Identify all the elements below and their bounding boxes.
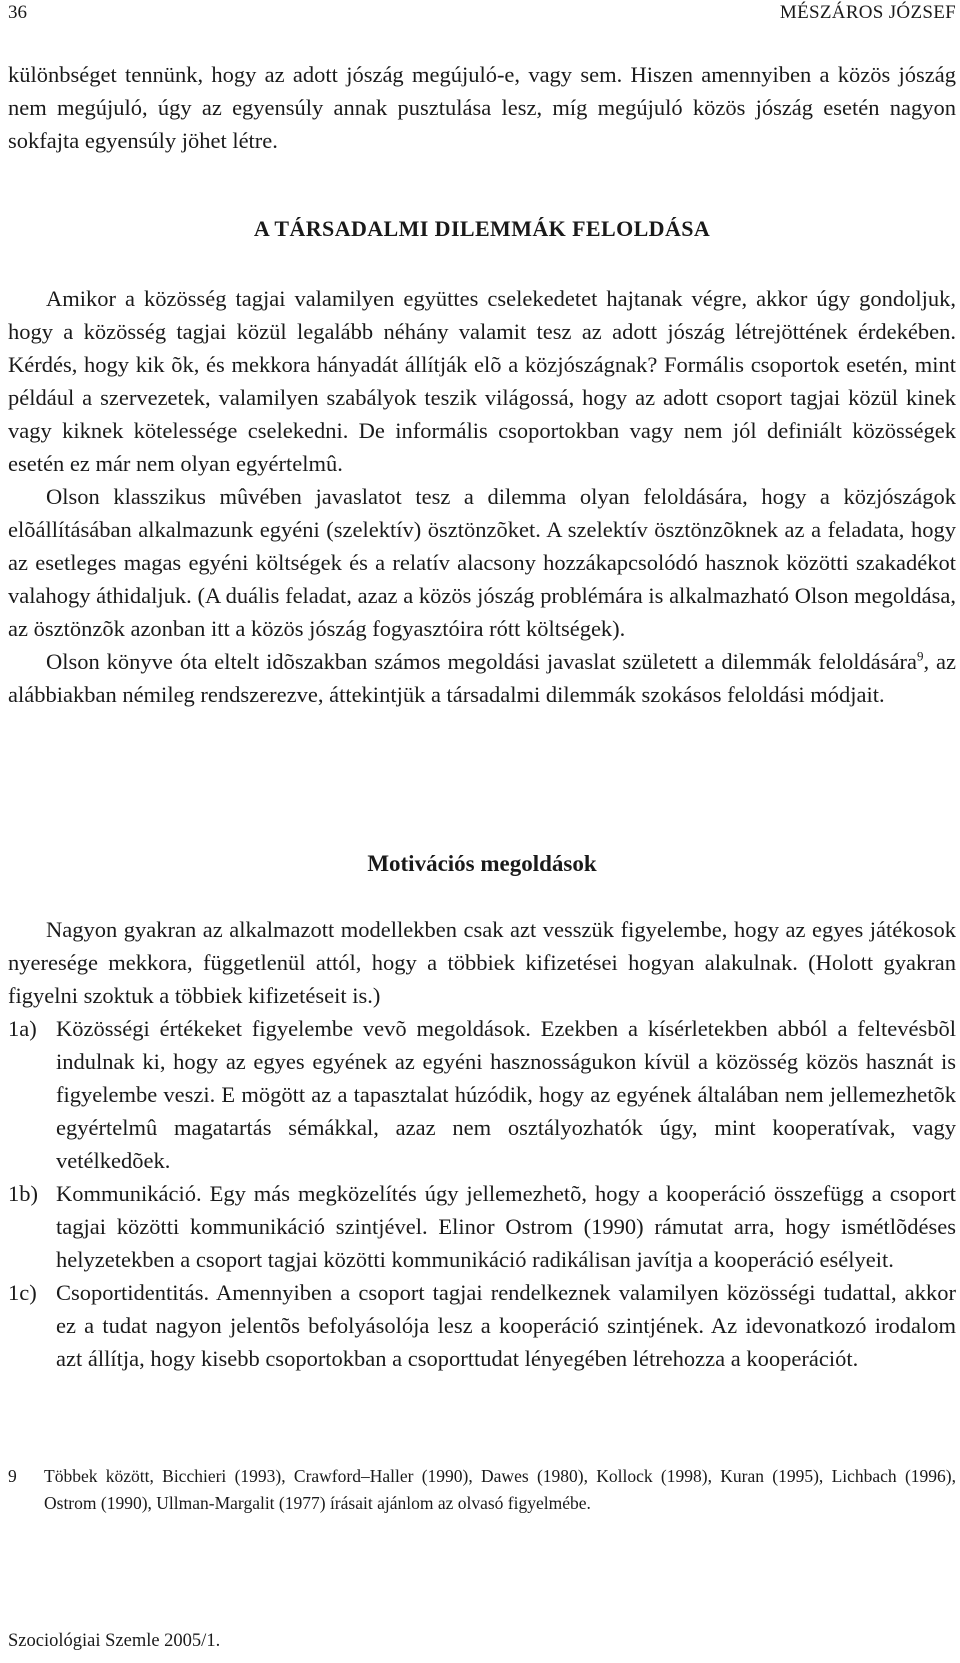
footnote-number: 9 — [8, 1466, 17, 1486]
olson-text-before: Olson könyve óta eltelt idõszakban számos megoldási javaslat született a dilemmák feloldására — [46, 649, 917, 674]
footnote — [8, 1463, 956, 1517]
list-item — [8, 1012, 956, 1177]
olson-text-after: , az alábbiakban némileg rendszerezve, áttekintjük a társadalmi dilemmák szokásos feloldási módjait. — [8, 649, 956, 707]
intro-text — [8, 58, 956, 157]
running-head-author: MÉSZÁROS JÓZSEF — [779, 2, 956, 23]
page-number: 36 — [8, 2, 27, 23]
footnote-reference[interactable]: 9 — [916, 648, 924, 664]
section-heading: A TÁRSADALMI DILEMMÁK FELOLDÁSA — [253, 216, 711, 241]
list-item — [8, 1276, 956, 1375]
body-paragraph-olson — [8, 645, 956, 711]
list-item-number: 1c) — [8, 1280, 37, 1305]
section-body — [8, 282, 956, 711]
list-item — [8, 1177, 956, 1276]
list-item-text: Csoportidentitás. Amennyiben a csoport tagjai rendelkeznek valamilyen közösségi tudattal, akkor ez a tudat nagyon jelentõs befolyásolója lesz a kooperáció szintjének. Az idevonatkozó irodalom azt állítja, hogy kisebb csoportokban a csoporttudat lényegében létrehozza a kooperációt. — [56, 1280, 956, 1371]
journal-footer: Szociológiai Szemle 2005/1. — [8, 1631, 221, 1651]
running-head — [8, 2, 956, 26]
subsection-heading: Motivációs megoldások — [367, 851, 597, 876]
body-paragraph: Amikor a közösség tagjai valamilyen együttes cselekedetet hajtanak végre, akkor úgy gondoljuk, hogy a közösség tagjai közül legalább néhány valamit tesz az adott jószág létrejöttének érdekében. Kérdés, hogy kik õk, és mekkora hányadát állítják elõ a közjószágnak? Formális csoportok esetén, mint például a szervezetek, valamilyen szabályok teszik világossá, hogy az adott csoport tagjai közül kinek vagy kiknek kötelessége cselekedni. De informális csoportokban vagy nem jól definiált közösségek esetén ez már nem olyan egyértelmû. — [8, 286, 956, 476]
subsection-intro: Nagyon gyakran az alkalmazott modellekben csak azt vesszük figyelembe, hogy az egyes játékosok nyeresége mekkora, függetlenül attól, hogy a többiek kifizetései hogyan alakulnak. (Holott gyakran figyelni szoktuk a többiek kifizetéseit is.) — [8, 917, 956, 1008]
footnote-text: Többek között, Bicchieri (1993), Crawford–Haller (1990), Dawes (1980), Kollock (1998), Kuran (1995), Lichbach (1996), Ostrom (1990), Ullman-Margalit (1977) írásait ajánlom az olvasó figyelmébe. — [44, 1466, 956, 1513]
subsection-body — [8, 913, 956, 1375]
list-item-text: Közösségi értékeket figyelembe vevõ megoldások. Ezekben a kísérletekben abból a feltevésbõl indulnak ki, hogy az egyes egyének az egyéni hasznosságukon kívül a közösség közös hasznát is figyelembe veszi. E mögött az a tapasztalat húzódik, hogy az egyének általában nem jellemezhetõk egyértelmû magatartás sémákkal, azaz nem osztályozhatók úgy, mint kooperatívak, vagy vetélkedõek. — [56, 1016, 956, 1173]
list-item-text: Kommunikáció. Egy más megközelítés úgy jellemezhetõ, hogy a kooperáció összefügg a csoport tagjai közötti kommunikáció szintjével. Elinor Ostrom (1990) rámutat arra, hogy ismétlõdéses helyzetekben a csoport tagjai közötti kommunikáció radikálisan javítja a kooperáció esélyeit. — [56, 1181, 956, 1272]
list-item-number: 1b) — [8, 1181, 38, 1206]
intro-paragraph: különbséget tennünk, hogy az adott jószág megújuló-e, vagy sem. Hiszen amennyiben a közös jószág nem megújuló, úgy az egyensúly annak pusztulása lesz, míg megújuló közös jószág esetén nagyon sokfajta egyensúly jöhet létre. — [8, 62, 956, 153]
body-paragraph: Olson klasszikus mûvében javaslatot tesz a dilemma olyan feloldására, hogy a közjószágok elõállításában alkalmazunk egyéni (szelektív) ösztönzõket. A szelektív ösztönzõknek az a feladata, hogy az esetleges magas egyéni költségek és a relatív alacsony hozzákapcsolódó hasznok közötti szakadékot valahogy áthidaljuk. (A duális feladat, azaz a közös jószág problémára is alkalmazható Olson megoldása, az ösztönzõk azonban itt a közös jószág fogyasztóira rótt költségek). — [8, 484, 956, 641]
list-item-number: 1a) — [8, 1016, 37, 1041]
